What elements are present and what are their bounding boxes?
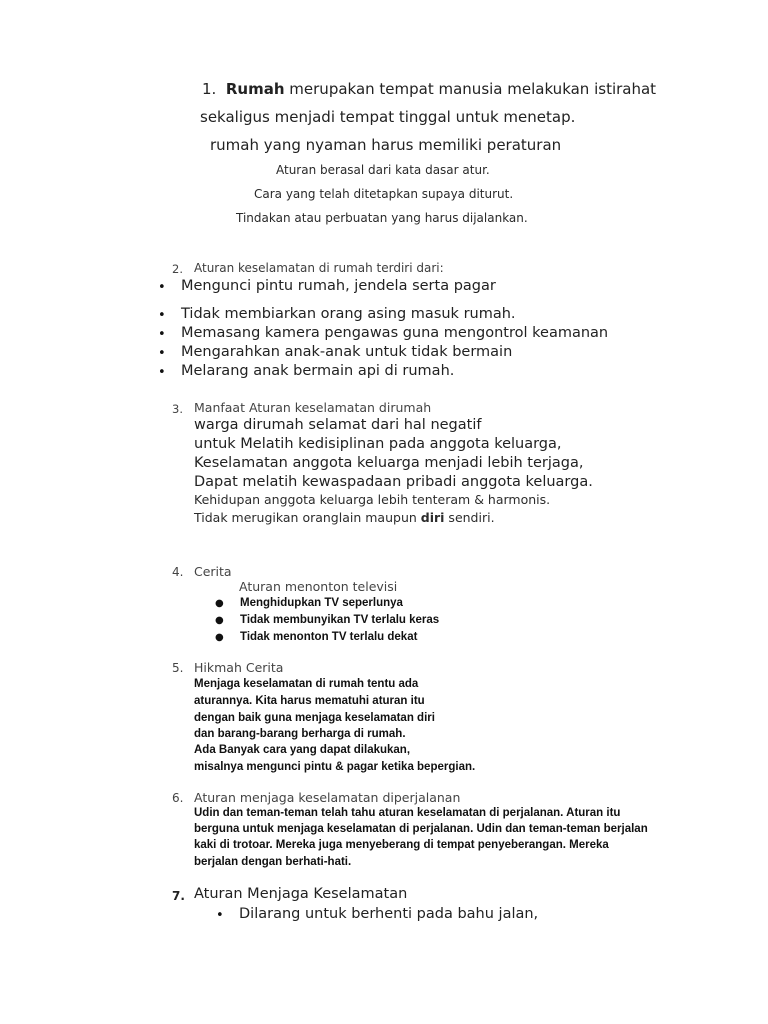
- section-3-heading: Manfaat Aturan keselamatan dirumah: [194, 400, 432, 415]
- bullet-icon: ●: [215, 632, 224, 643]
- section-3-line: warga dirumah selamat dari hal negatif: [194, 417, 482, 433]
- section-3-last-bold: diri: [420, 510, 445, 525]
- section-3-line: Kehidupan anggota keluarga lebih tenteram & harmonis.: [194, 492, 551, 507]
- section-1-line-1: [202, 80, 656, 98]
- list-item: Memasang kamera pengawas guna mengontrol keamanan: [181, 325, 609, 341]
- list-item: Tidak membiarkan orang asing masuk rumah.: [181, 306, 516, 322]
- section-3-last-pre: Tidak merugikan oranglain maupun: [194, 510, 421, 525]
- section-3-last-line: [194, 510, 495, 525]
- section-5-line: dan barang-barang berharga di rumah.: [194, 728, 406, 740]
- bullet-icon: •: [158, 365, 166, 380]
- section-3-last-post: sendiri.: [444, 510, 495, 525]
- list-item: Mengunci pintu rumah, jendela serta pagar: [181, 278, 496, 294]
- section-7-heading: Aturan Menjaga Keselamatan: [194, 886, 408, 902]
- section-3-line: untuk Melatih kedisiplinan pada anggota keluarga,: [194, 436, 562, 452]
- bullet-icon: •: [158, 280, 166, 295]
- section-3-line: Dapat melatih kewaspadaan pribadi anggota keluarga.: [194, 474, 593, 490]
- bullet-icon: ●: [215, 615, 224, 626]
- section-1-line-2: sekaligus menjadi tempat tinggal untuk menetap.: [200, 108, 576, 126]
- section-1-number: 1.: [202, 80, 217, 98]
- section-6-line: berjalan dengan berhati-hati.: [194, 856, 352, 868]
- section-2-heading: Aturan keselamatan di rumah terdiri dari:: [194, 261, 444, 275]
- section-3-number: 3.: [172, 402, 183, 416]
- definition-1: Aturan berasal dari kata dasar atur.: [276, 163, 490, 177]
- bullet-icon: •: [158, 327, 166, 342]
- section-3-line: Keselamatan anggota keluarga menjadi lebih terjaga,: [194, 455, 584, 471]
- section-5-line: Ada Banyak cara yang dapat dilakukan,: [194, 744, 411, 756]
- section-6-line: kaki di trotoar. Mereka juga menyeberang di tempat penyeberangan. Mereka: [194, 839, 609, 851]
- section-5-line: dengan baik guna menjaga keselamatan diri: [194, 712, 435, 724]
- section-2-number: 2.: [172, 262, 183, 276]
- section-7-number: 7.: [172, 889, 185, 903]
- list-item: Menghidupkan TV seperlunya: [240, 597, 403, 609]
- section-5-line: Menjaga keselamatan di rumah tentu ada: [194, 678, 419, 690]
- section-4-number: 4.: [172, 565, 184, 579]
- bullet-icon: •: [158, 308, 166, 323]
- section-1-line-3: rumah yang nyaman harus memiliki peraturan: [210, 136, 562, 154]
- section-6-number: 6.: [172, 791, 184, 805]
- bullet-icon: ●: [215, 598, 224, 609]
- section-6-heading: Aturan menjaga keselamatan diperjalanan: [194, 790, 461, 805]
- section-5-line: misalnya mengunci pintu & pagar ketika bepergian.: [194, 761, 476, 773]
- list-item: Mengarahkan anak-anak untuk tidak bermain: [181, 344, 513, 360]
- section-6-line: Udin dan teman-teman telah tahu aturan keselamatan di perjalanan. Aturan itu: [194, 807, 621, 819]
- section-5-heading: Hikmah Cerita: [194, 660, 284, 675]
- section-6-line: berguna untuk menjaga keselamatan di perjalanan. Udin dan teman-teman berjalan: [194, 823, 648, 835]
- bullet-icon: •: [216, 908, 224, 923]
- list-item: Dilarang untuk berhenti pada bahu jalan,: [239, 906, 539, 922]
- section-4-heading: Cerita: [194, 564, 232, 579]
- list-item: Tidak membunyikan TV terlalu keras: [240, 614, 440, 626]
- section-5-line: aturannya. Kita harus mematuhi aturan itu: [194, 695, 425, 707]
- section-1-bold-word: Rumah: [225, 80, 285, 98]
- list-item: Tidak menonton TV terlalu dekat: [240, 631, 418, 643]
- section-4-subheading: Aturan menonton televisi: [239, 579, 398, 594]
- bullet-icon: •: [158, 346, 166, 361]
- section-1-line-1-rest: merupakan tempat manusia melakukan istirahat: [284, 80, 657, 98]
- list-item: Melarang anak bermain api di rumah.: [181, 363, 455, 379]
- section-5-number: 5.: [172, 661, 184, 675]
- definition-3: Tindakan atau perbuatan yang harus dijalankan.: [236, 211, 528, 225]
- definition-2: Cara yang telah ditetapkan supaya diturut.: [254, 187, 514, 201]
